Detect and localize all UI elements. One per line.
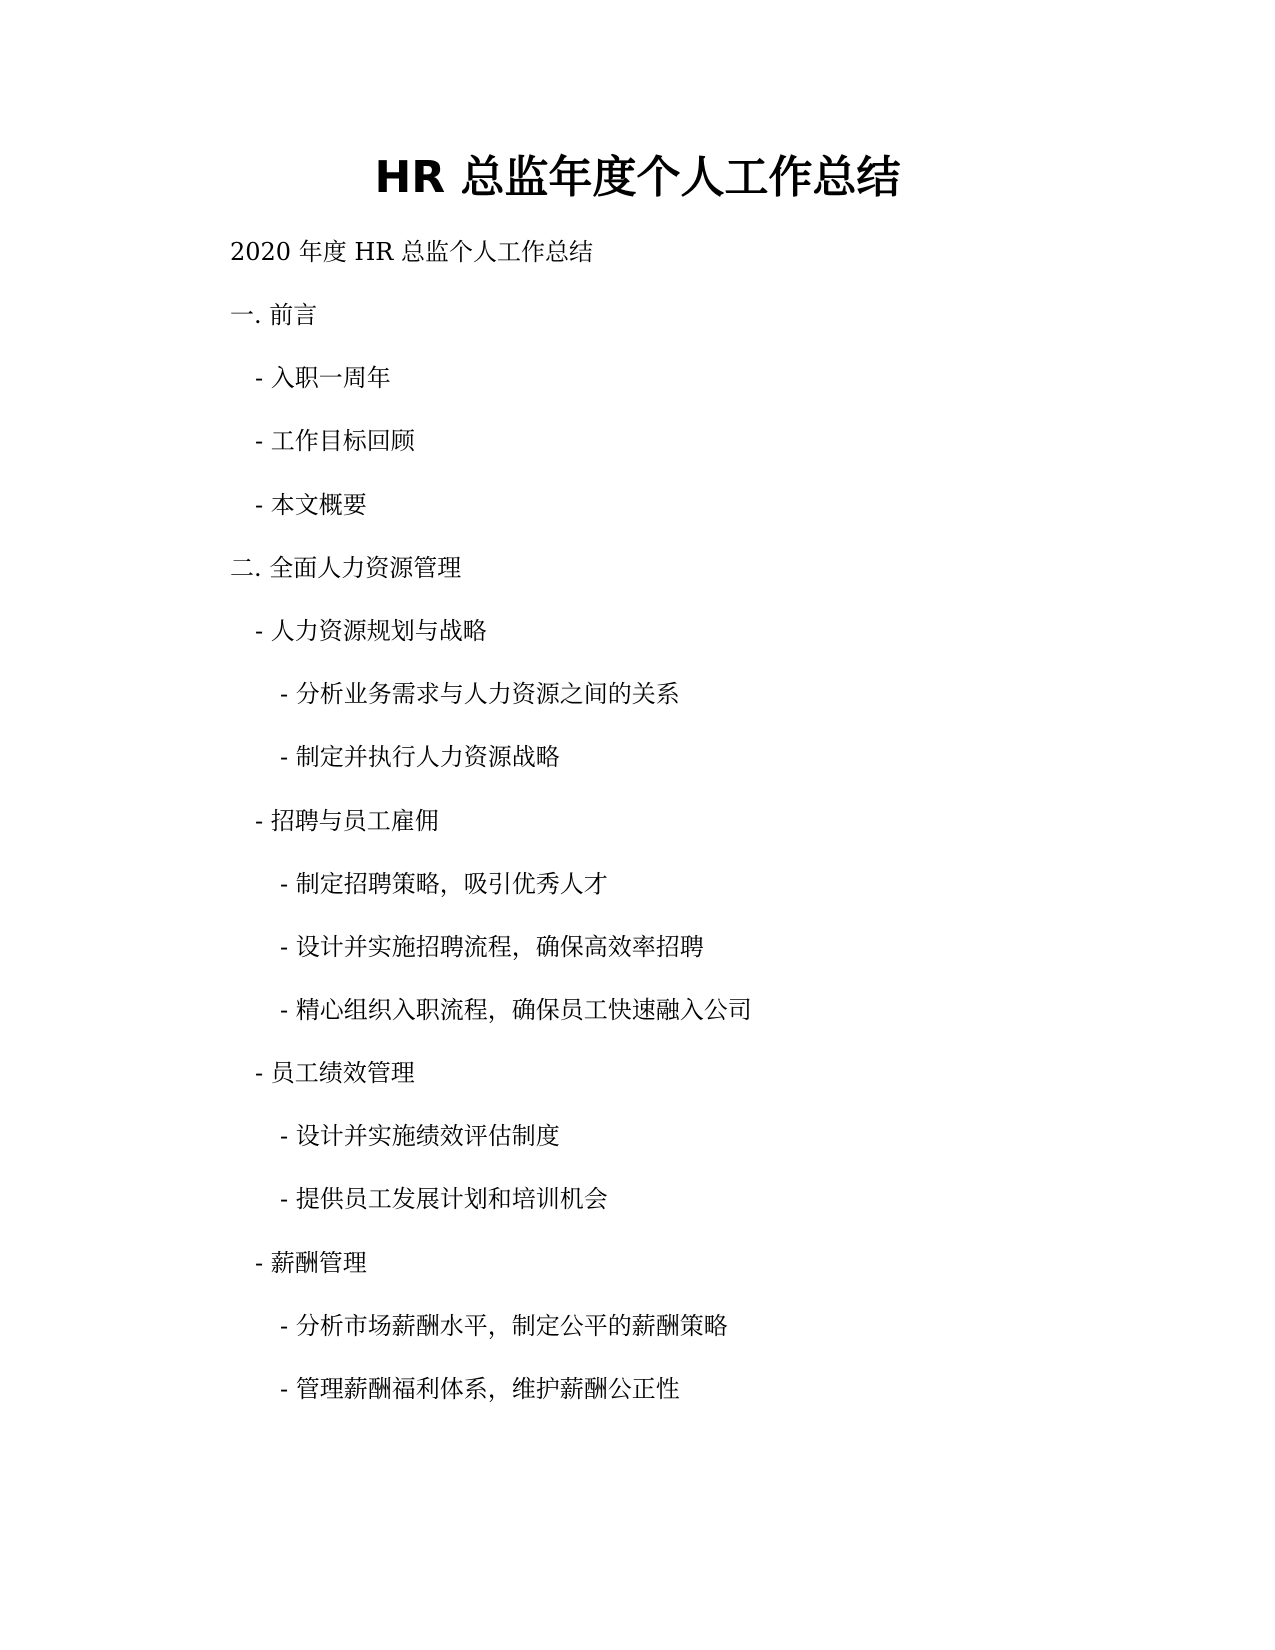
list-item: - 人力资源规划与战略: [255, 617, 487, 645]
list-subitem: - 提供员工发展计划和培训机会: [280, 1185, 608, 1213]
section-heading-hr-management: 二. 全面人力资源管理: [230, 554, 462, 582]
list-subitem: - 设计并实施招聘流程，确保高效率招聘: [280, 933, 704, 961]
document-subtitle: 2020 年度 HR 总监个人工作总结: [230, 238, 593, 266]
list-subitem: - 精心组织入职流程，确保员工快速融入公司: [280, 996, 752, 1024]
list-subitem: - 分析业务需求与人力资源之间的关系: [280, 680, 680, 708]
list-item: - 员工绩效管理: [255, 1059, 415, 1087]
list-subitem: - 制定并执行人力资源战略: [280, 743, 560, 771]
list-subitem: - 制定招聘策略，吸引优秀人才: [280, 870, 608, 898]
document-title: HR 总监年度个人工作总结: [374, 152, 901, 203]
list-item: - 入职一周年: [255, 364, 391, 392]
list-item: - 招聘与员工雇佣: [255, 807, 439, 835]
list-subitem: - 设计并实施绩效评估制度: [280, 1122, 560, 1150]
list-item: - 工作目标回顾: [255, 427, 415, 455]
list-item: - 薪酬管理: [255, 1249, 367, 1277]
section-heading-preface: 一. 前言: [230, 301, 318, 329]
list-subitem: - 分析市场薪酬水平，制定公平的薪酬策略: [280, 1312, 728, 1340]
list-item: - 本文概要: [255, 491, 367, 519]
list-subitem: - 管理薪酬福利体系，维护薪酬公正性: [280, 1375, 680, 1403]
